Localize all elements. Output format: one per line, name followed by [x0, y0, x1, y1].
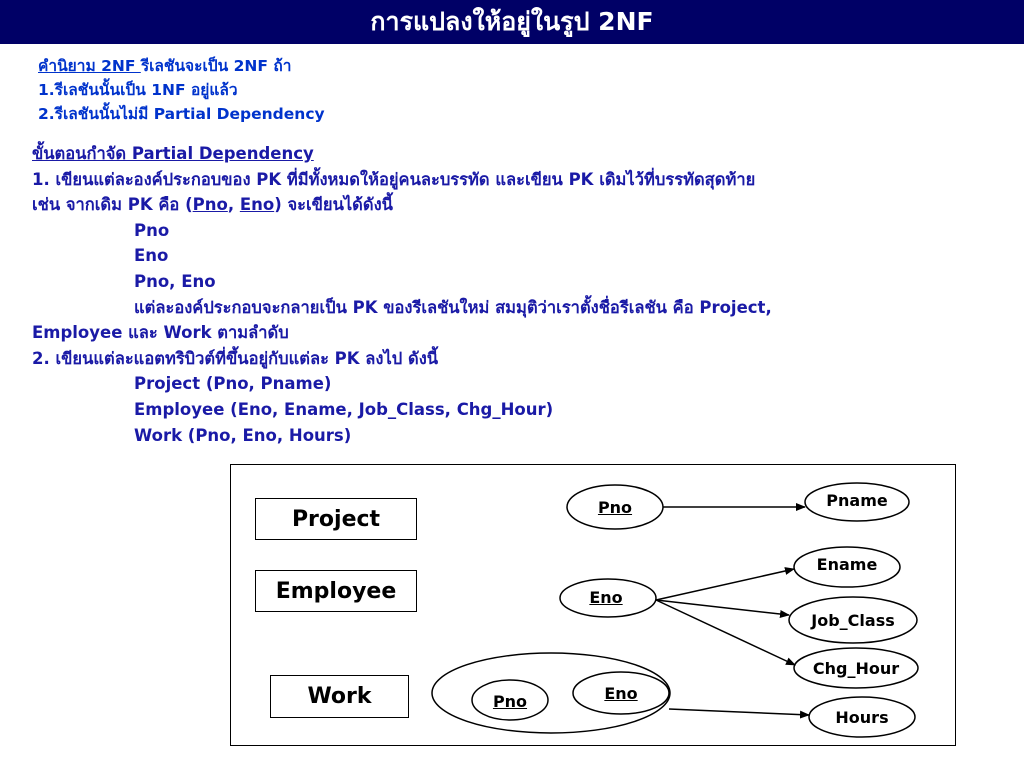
relation-work: Work (Pno, Eno, Hours) — [134, 425, 352, 445]
arrow-work-hours — [669, 709, 809, 715]
steps-heading: ขั้นตอนกำจัด Partial Dependency — [32, 144, 314, 163]
arrow-eno-ename — [656, 569, 794, 600]
relation-project: Project (Pno, Pname) — [134, 374, 332, 394]
relation-employee: Employee (Eno, Ename, Job_Class, Chg_Hour) — [134, 399, 554, 419]
step1-line2 — [32, 192, 772, 218]
definition-line — [38, 54, 325, 78]
slide-title: การแปลงให้อยู่ในรูป 2NF — [370, 7, 654, 36]
pk-item: Eno — [134, 246, 169, 266]
note-line1: แต่ละองค์ประกอบจะกลายเป็น PK ของรีเลชันใหม่ สมมุติว่าเราตั้งชื่อรีเลชัน คือ Project, — [134, 297, 772, 317]
pk-item: Pno — [134, 220, 170, 240]
arrow-eno-chghour — [656, 600, 795, 665]
attr-pname: Pname — [826, 490, 888, 510]
key-pno-project: Pno — [597, 497, 633, 517]
table-project: Project — [255, 498, 417, 540]
key-pno-work: Pno — [492, 691, 528, 711]
title-bar — [0, 0, 1024, 44]
step1-text-a: เช่น จากเดิม PK คือ ( — [32, 195, 193, 215]
pk-eno: Eno — [239, 195, 275, 215]
key-eno-work: Eno — [604, 683, 638, 703]
step1-text-b: ) จะเขียนได้ดังนี้ — [274, 195, 393, 215]
attr-ename: Ename — [816, 554, 878, 574]
table-work: Work — [270, 675, 409, 718]
table-employee: Employee — [255, 570, 417, 612]
arrow-eno-jobclass — [656, 600, 789, 615]
steps-block — [32, 141, 772, 448]
dependency-diagram — [230, 464, 956, 746]
attr-chg-hour: Chg_Hour — [812, 658, 900, 678]
pk-sep: , — [227, 195, 240, 215]
step2-text: 2. เขียนแต่ละแอตทริบิวต์ที่ขึ้นอยู่กับแต่ละ PK ลงไป ดังนี้ — [32, 348, 439, 368]
attr-job-class: Job_Class — [811, 610, 895, 630]
step1-line1: 1. เขียนแต่ละองค์ประกอบของ PK ที่มีทั้งหมดให้อยู่คนละบรรทัด และเขียน PK เดิมไว้ที่บรรทัดสุดท้าย — [32, 169, 756, 189]
definition-lead: คำนิยาม 2NF — [38, 57, 141, 75]
key-eno-employee: Eno — [589, 587, 623, 607]
note-line2: Employee และ Work ตามลำดับ — [32, 323, 289, 343]
definition-block — [38, 54, 325, 126]
attr-hours: Hours — [835, 707, 889, 727]
definition-item-2: 2.รีเลชันนั้นไม่มี Partial Dependency — [38, 105, 325, 123]
definition-rest: รีเลชันจะเป็น 2NF ถ้า — [140, 57, 292, 75]
pk-pno: Pno — [192, 195, 228, 215]
definition-item-1: 1.รีเลชันนั้นเป็น 1NF อยู่แล้ว — [38, 81, 238, 99]
pk-item: Pno, Eno — [134, 271, 216, 291]
